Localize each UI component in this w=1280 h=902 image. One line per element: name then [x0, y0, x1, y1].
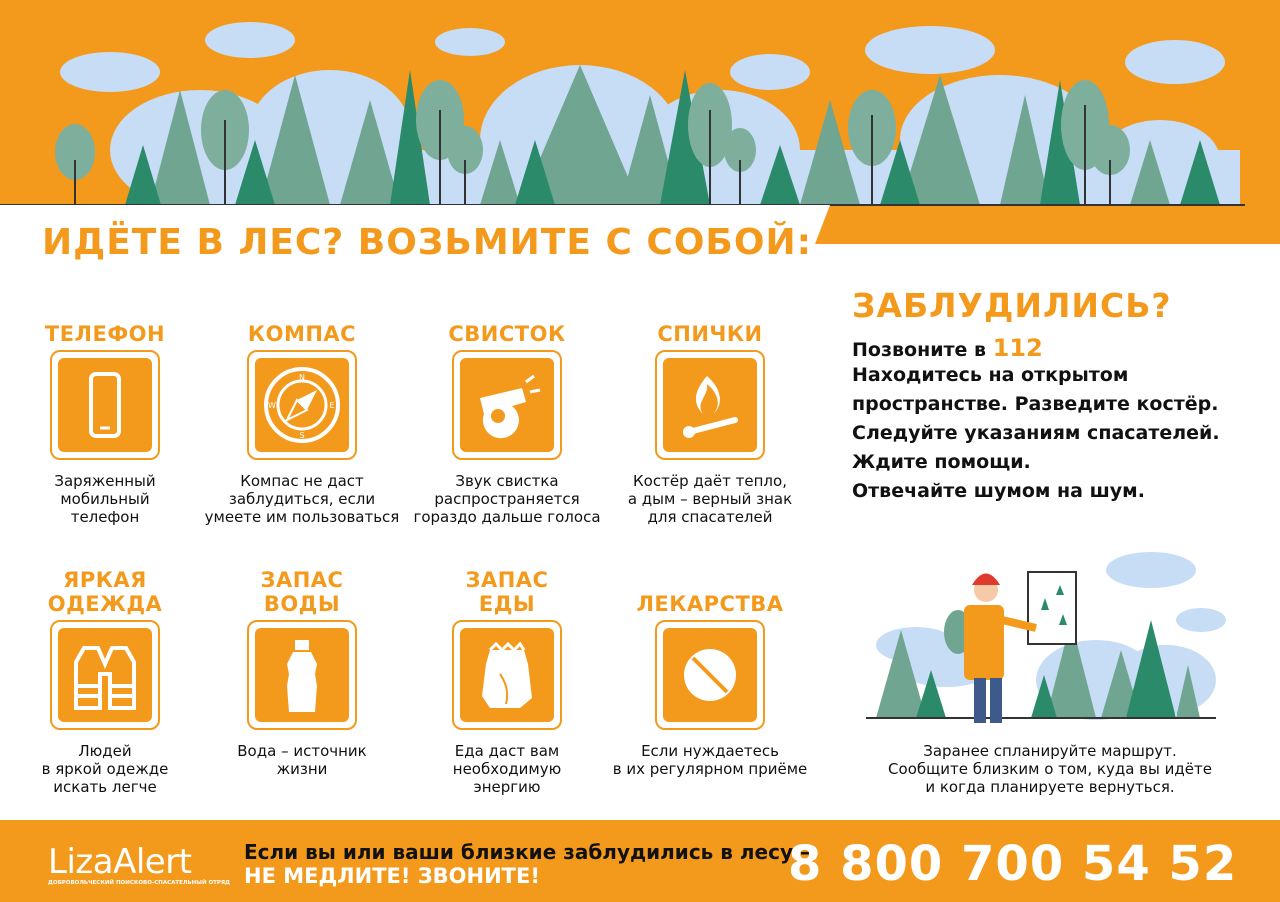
- food-bag-icon: [460, 628, 554, 722]
- call-prefix: Позвоните в: [852, 339, 993, 361]
- item-description-line: Если нуждаетесь: [641, 742, 779, 760]
- item-title: [5, 322, 205, 346]
- item-icon-frame: [655, 350, 765, 460]
- item-icon-frame: [247, 620, 357, 730]
- emergency-number: 112: [992, 334, 1043, 362]
- compass-icon: [255, 358, 349, 452]
- item-description: [0, 742, 210, 796]
- svg-text:E: E: [329, 401, 335, 410]
- item-description-line: Еда даст вам: [454, 742, 560, 760]
- item-description-line: Вода – источник: [237, 742, 367, 760]
- item-title: [202, 322, 402, 346]
- item-title-line: ЗАПАС: [465, 568, 549, 592]
- item-description-line: Компас не даст: [240, 472, 364, 490]
- item-description-line: Заряженный: [54, 472, 156, 490]
- footer-call-to-action: НЕ МЕДЛИТЕ! ЗВОНИТЕ!: [244, 864, 540, 888]
- lost-instruction-line: Отвечайте шумом на шум.: [852, 480, 1145, 502]
- lost-instruction-line: Ждите помощи.: [852, 451, 1031, 473]
- item-description: [605, 742, 815, 778]
- item-description-line: распространяется: [434, 490, 580, 508]
- item-description: [402, 742, 612, 796]
- item-icon-frame: [50, 620, 160, 730]
- item-icon-frame: [452, 620, 562, 730]
- item-description-line: необходимую: [452, 760, 562, 778]
- item-title-line: СВИСТОК: [448, 322, 566, 346]
- hiker-illustration: [866, 540, 1226, 740]
- plan-route-note: [870, 742, 1230, 796]
- plan-note-line: Заранее спланируйте маршрут.: [923, 742, 1177, 760]
- item-description: [402, 472, 612, 526]
- item-title-line: ЯРКАЯ: [63, 568, 147, 592]
- pill-icon: [663, 628, 757, 722]
- item-description-line: мобильный: [60, 490, 150, 508]
- lizaalert-logo: LizaAlert: [48, 842, 192, 882]
- hotline-phone: 8 800 700 54 52: [788, 836, 1238, 892]
- item-title: [5, 568, 205, 616]
- footer-message: Если вы или ваши близкие заблудились в лесу –: [244, 840, 810, 864]
- bottle-icon: [255, 628, 349, 722]
- item-description-line: для спасателей: [647, 508, 773, 526]
- item-icon-frame: [452, 350, 562, 460]
- item-title-line: СПИЧКИ: [657, 322, 763, 346]
- svg-text:S: S: [299, 431, 305, 440]
- item-description: [0, 472, 210, 526]
- item-title-line: ОДЕЖДА: [47, 592, 163, 616]
- item-description-line: энергию: [473, 778, 541, 796]
- item-description-line: в яркой одежде: [41, 760, 169, 778]
- call-line: [852, 334, 1043, 362]
- item-title-line: КОМПАС: [247, 322, 357, 346]
- item-title-line: ВОДЫ: [263, 592, 341, 616]
- item-title: [407, 322, 607, 346]
- whistle-icon: [460, 358, 554, 452]
- item-title: [407, 568, 607, 616]
- item-description-line: жизни: [276, 760, 328, 778]
- item-description-line: умеете им пользоваться: [204, 508, 400, 526]
- item-description: [197, 472, 407, 526]
- lost-instruction-line: Находитесь на открытом: [852, 364, 1129, 386]
- item-description-line: Звук свистка: [455, 472, 559, 490]
- item-title: [202, 568, 402, 616]
- plan-note-line: Сообщите близким о том, куда вы идёте: [888, 760, 1212, 778]
- phone-icon: [58, 358, 152, 452]
- item-description-line: Людей: [78, 742, 132, 760]
- item-title: [610, 592, 810, 616]
- lost-title: ЗАБЛУДИЛИСЬ?: [852, 286, 1172, 325]
- item-title-line: ЕДЫ: [478, 592, 536, 616]
- item-description: [605, 472, 815, 526]
- item-description-line: телефон: [70, 508, 140, 526]
- vest-icon: [58, 628, 152, 722]
- logo-subtitle: ДОБРОВОЛЬЧЕСКИЙ ПОИСКОВО-СПАСАТЕЛЬНЫЙ ОТРЯД: [48, 880, 231, 886]
- item-description-line: заблудиться, если: [228, 490, 376, 508]
- item-description-line: искать легче: [53, 778, 157, 796]
- item-title: [610, 322, 810, 346]
- matches-icon: [663, 358, 757, 452]
- item-description-line: Костёр даёт тепло,: [633, 472, 787, 490]
- item-icon-frame: [655, 620, 765, 730]
- lost-instruction-line: Следуйте указаниям спасателей.: [852, 422, 1220, 444]
- item-icon-frame: [247, 350, 357, 460]
- item-description-line: гораздо дальше голоса: [413, 508, 601, 526]
- item-title-line: ЗАПАС: [260, 568, 344, 592]
- page-title: ИДЁТЕ В ЛЕС? ВОЗЬМИТЕ С СОБОЙ:: [42, 222, 813, 263]
- item-title-line: ТЕЛЕФОН: [44, 322, 166, 346]
- item-description-line: в их регулярном приёме: [612, 760, 808, 778]
- lost-instruction-line: пространстве. Разведите костёр.: [852, 393, 1219, 415]
- plan-note-line: и когда планируете вернуться.: [925, 778, 1175, 796]
- svg-text:N: N: [299, 373, 305, 382]
- item-description: [197, 742, 407, 778]
- item-icon-frame: [50, 350, 160, 460]
- item-description-line: а дым – верный знак: [627, 490, 793, 508]
- svg-text:W: W: [268, 401, 276, 410]
- item-title-line: ЛЕКАРСТВА: [636, 592, 784, 616]
